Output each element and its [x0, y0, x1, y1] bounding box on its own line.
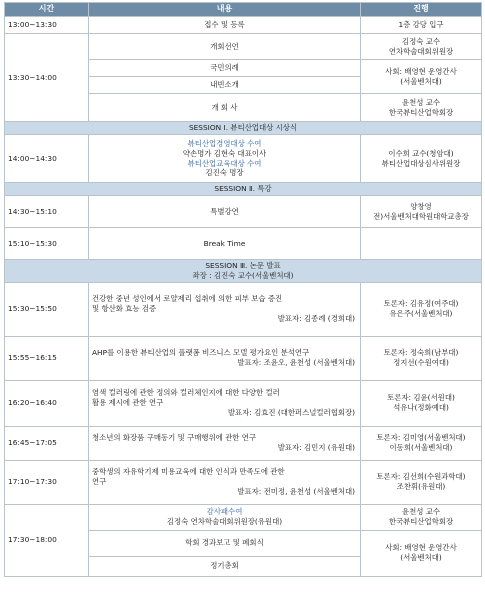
content-cell: 국민의례 [89, 60, 361, 77]
paper-title: 연구 [92, 477, 107, 487]
time-cell: 15:10~15:30 [5, 228, 89, 260]
content-cell: 정기총회 [89, 556, 361, 576]
progress-cell [361, 34, 482, 60]
session-title-text: SESSION Ⅲ. 논문 발표 [205, 261, 281, 270]
row-closing-1 [5, 504, 482, 530]
progress-line: 사회: 배영현 운영간사 [385, 543, 457, 553]
progress-line: 김정숙 교수 [401, 36, 441, 46]
session-2-row [5, 183, 482, 196]
content-cell [89, 135, 361, 183]
paper-presenter: 발표자: 김종례 (경희대) [277, 314, 355, 324]
progress-cell [361, 460, 482, 504]
progress-line: 윤천성 교수 [401, 97, 441, 107]
progress-line: (서울벤처대) [400, 76, 442, 86]
paper-presenter: 발표자: 김효진 (대한퍼스널컬러협회장) [227, 408, 355, 418]
session-1-row [5, 122, 482, 135]
progress-line: 사회: 배영현 운영간사 [385, 66, 457, 76]
discussant: 조찬휘(유원대) [396, 482, 446, 492]
row-opening-1 [5, 34, 482, 60]
progress-cell [361, 94, 482, 122]
progress-line: 한국뷰티산업학회장 [388, 517, 454, 527]
award-recipient: 김정숙 연차학술대회위원장(유원대) [166, 517, 283, 527]
content-cell: 특별강연 [89, 196, 361, 228]
award-recipient: 약손명가 김현숙 대표이사 [182, 148, 267, 158]
progress-cell [361, 135, 482, 183]
award-title: 뷰티산업교육대상 수여 [187, 158, 262, 168]
progress-line: (서울벤처대) [400, 553, 442, 563]
header-time: 시간 [5, 3, 89, 17]
progress-line: 한국뷰티산업학회장 [388, 107, 454, 117]
content-cell [89, 426, 361, 460]
paper-presenter: 발표자: 조윤오, 윤천성 (서울벤처대) [237, 358, 355, 368]
header-progress: 진행 [361, 3, 482, 17]
content-cell: Break Time [89, 228, 361, 260]
discussant: 유은주(서울벤처대) [389, 309, 453, 319]
time-cell: 13:30~14:00 [5, 34, 89, 122]
header-content: 내용 [89, 3, 361, 17]
discussant: 토론자: 김윤(서원대) [387, 393, 455, 403]
progress-line: 연차학술대회위원장 [388, 46, 454, 56]
award-recipient: 김진숙 명장 [205, 168, 244, 178]
content-cell [89, 282, 361, 336]
paper-presenter: 발표자: 김민지 (유원대) [277, 443, 355, 453]
paper-title: 활용 제시에 관한 연구 [92, 398, 164, 408]
progress-cell [361, 282, 482, 336]
content-cell [89, 380, 361, 426]
progress-cell [361, 60, 482, 94]
award-title: 감사패수여 [206, 507, 243, 517]
time-cell: 15:55~16:15 [5, 336, 89, 380]
content-cell: 개 회 사 [89, 94, 361, 122]
paper-row-2 [5, 336, 482, 380]
session-title [5, 260, 482, 283]
time-cell: 15:30~15:50 [5, 282, 89, 336]
session-3-row [5, 260, 482, 283]
row-awards [5, 135, 482, 183]
program-table [4, 2, 482, 577]
time-cell: 17:30~18:00 [5, 504, 89, 576]
progress-line: 윤천성 교수 [401, 507, 441, 517]
content-cell [89, 504, 361, 530]
progress-cell [361, 336, 482, 380]
discussant: 토론자: 김미영(서울벤처대) [376, 433, 466, 443]
discussant: 토론자: 김선희(수원과학대) [376, 472, 466, 482]
time-cell: 16:20~16:40 [5, 380, 89, 426]
session-title: SESSION Ⅱ. 특강 [5, 183, 482, 196]
discussant: 석유나(정화예대) [393, 403, 449, 413]
progress-cell [361, 426, 482, 460]
progress-cell [361, 380, 482, 426]
content-cell: 내빈소개 [89, 77, 361, 94]
paper-title: 및 항산화 효능 검증 [92, 304, 157, 314]
discussant: 정지선(수원여대) [393, 358, 449, 368]
progress-cell [361, 196, 482, 228]
discussant: 토론자: 김유정(여주대) [383, 299, 459, 309]
paper-title: AHP를 이용한 뷰티산업의 플랫폼 비즈니스 모델 평가요인 분석연구 [92, 348, 310, 358]
paper-row-4 [5, 426, 482, 460]
time-cell: 16:45~17:05 [5, 426, 89, 460]
progress-cell [361, 530, 482, 576]
paper-title: 청소년의 화장품 구매동기 및 구매행위에 관한 연구 [92, 433, 257, 443]
paper-row-1 [5, 282, 482, 336]
progress-line: 이수희 교수(청암대) [388, 148, 454, 158]
row-break [5, 228, 482, 260]
paper-row-5 [5, 460, 482, 504]
paper-row-3 [5, 380, 482, 426]
session-chair: 좌장 : 김진숙 교수(서울벤처대) [192, 270, 294, 280]
progress-line: 양창영 [410, 201, 432, 211]
paper-presenter: 발표자: 전미정, 윤천성 (서울벤처대) [237, 487, 355, 497]
progress-cell: 1층 강당 입구 [361, 17, 482, 34]
progress-line: 뷰티산업대상심사위원장 [381, 158, 461, 168]
paper-title: 염색 컬러링에 관한 정의와 컬러체인지에 대한 다양한 컬러 [92, 388, 280, 398]
progress-line: 전)서울벤처대학원대학교총장 [373, 211, 469, 221]
content-cell [89, 336, 361, 380]
time-cell: 17:10~17:30 [5, 460, 89, 504]
row-lecture [5, 196, 482, 228]
header-row [5, 3, 482, 17]
time-cell: 14:30~15:10 [5, 196, 89, 228]
paper-title: 건강한 중년 성인에서 로얄제리 섭취에 의한 피부 보습 증진 [92, 294, 283, 304]
discussant: 이동희(서울벤처대) [389, 443, 453, 453]
award-title: 뷰티산업경영대상 수여 [187, 138, 262, 148]
content-cell: 개회선언 [89, 34, 361, 60]
content-cell [89, 460, 361, 504]
time-cell: 13:00~13:30 [5, 17, 89, 34]
progress-cell [361, 504, 482, 530]
progress-cell [361, 228, 482, 260]
time-cell: 14:00~14:30 [5, 135, 89, 183]
discussant: 토론자: 정숙희(남부대) [383, 348, 459, 358]
row-registration [5, 17, 482, 34]
content-cell: 접수 및 등록 [89, 17, 361, 34]
content-cell: 학회 경과보고 및 폐회식 [89, 530, 361, 556]
session-title: SESSION Ⅰ. 뷰티산업대상 시상식 [5, 122, 482, 135]
paper-title: 중학생의 자유학기제 미용교육에 대한 인식과 만족도에 관한 [92, 467, 285, 477]
